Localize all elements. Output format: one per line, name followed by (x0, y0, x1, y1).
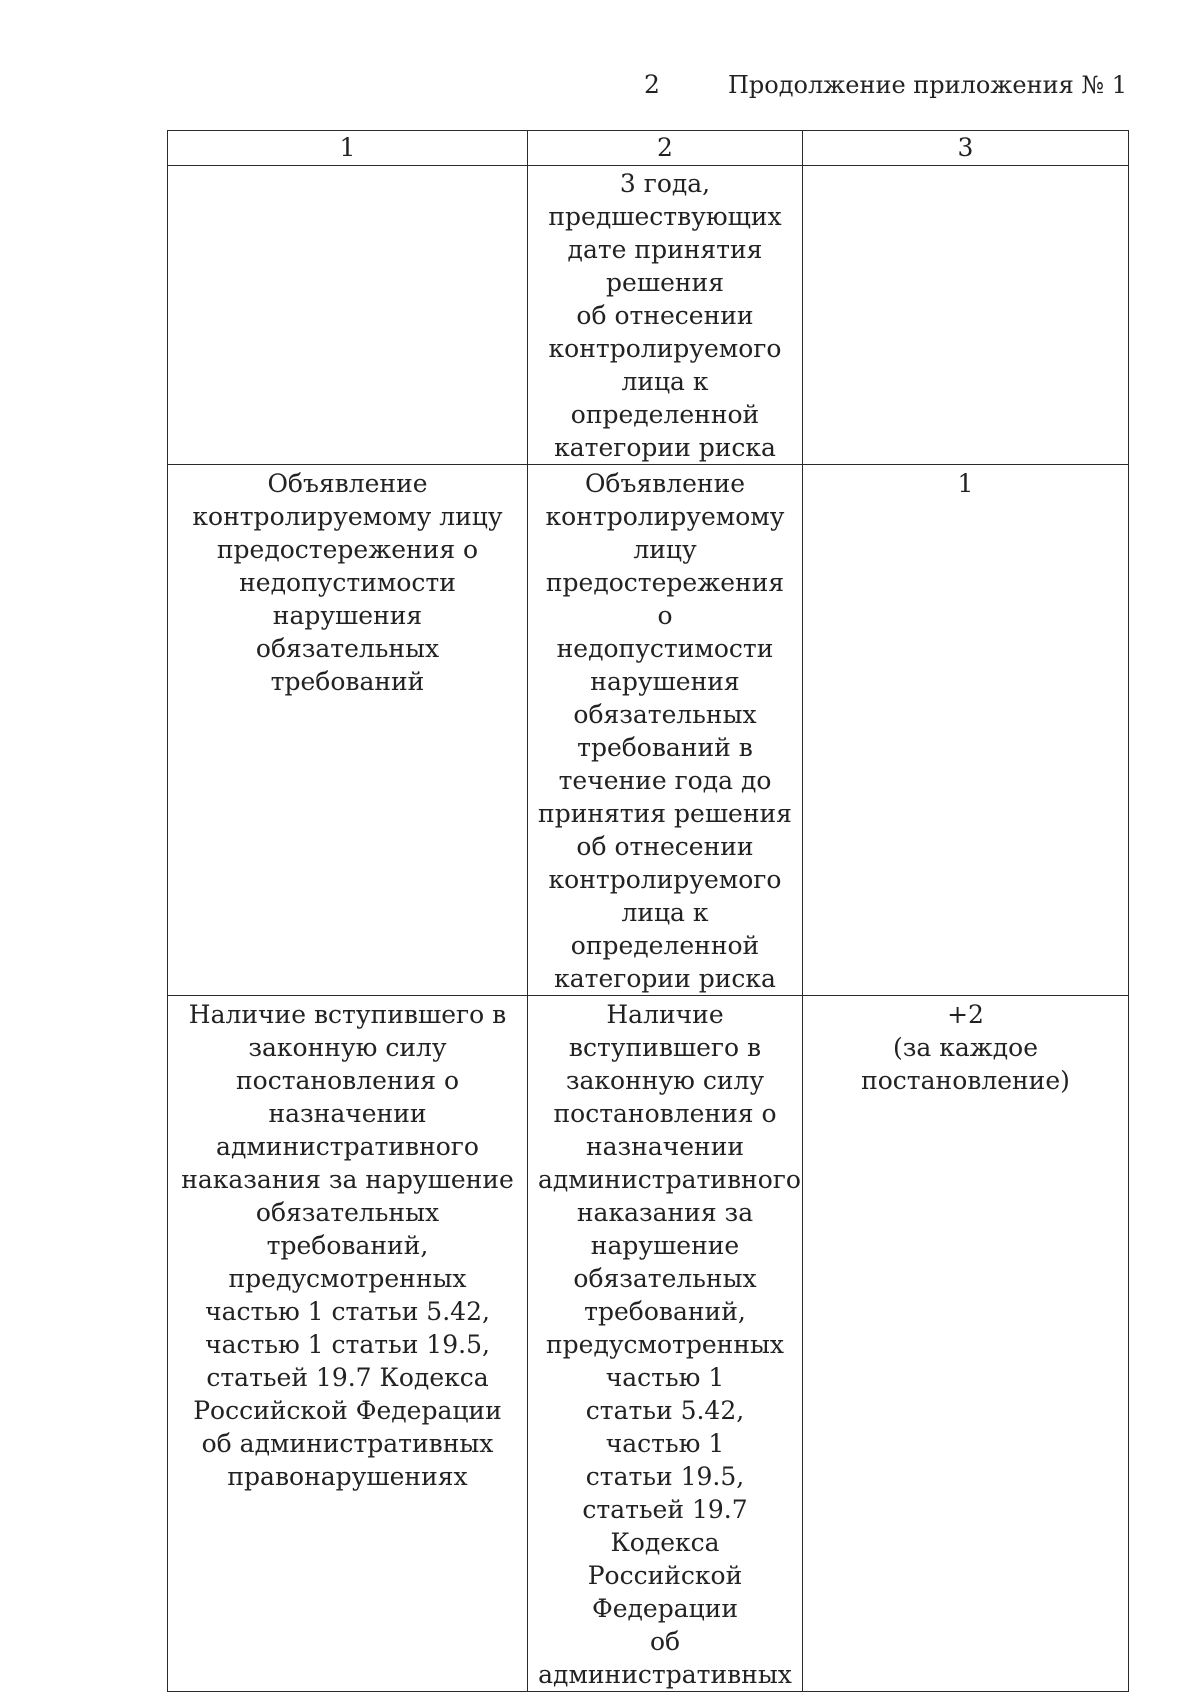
page-number: 2 (644, 70, 660, 99)
column-header-3: 3 (803, 131, 1129, 166)
table-cell (803, 996, 1129, 1692)
table-cell (168, 996, 528, 1692)
criteria-table (167, 130, 1129, 1692)
cell-text: 1 (957, 469, 974, 498)
table-cell (168, 465, 528, 996)
table-cell (803, 166, 1129, 465)
table-cell (803, 465, 1129, 996)
table-row (168, 996, 1129, 1692)
cell-text: Объявление контролируемому лицу предостережения о недопустимости нарушения обязательных требований (192, 469, 503, 696)
cell-text: Объявление контролируемому лицу предостережения о недопустимости нарушения обязательных требований в течение года до принятия решения об отнесении контролируемого лица к определенной категории риска (538, 469, 792, 993)
cell-text: Наличие вступившего в законную силу постановления о назначении административного наказания за нарушение обязательных требований, предусмотренных частью 1 статьи 5.42, частью 1 статьи 19.5, статьей 19.7 Кодекса Российской Федерации об административных (538, 1000, 801, 1689)
cell-text: Наличие вступившего в законную силу постановления о назначении административного наказания за нарушение обязательных требований, предусмотренных частью 1 статьи 5.42, частью 1 статьи 19.5, статьей 19.7 Кодекса Российской Федерации об административных правонарушениях (181, 1000, 514, 1491)
table-header-row (168, 131, 1129, 166)
table-cell (528, 996, 803, 1692)
column-header-2: 2 (528, 131, 803, 166)
table-cell (168, 166, 528, 465)
appendix-continuation-note: Продолжение приложения № 1 (727, 71, 1127, 99)
table-row (168, 465, 1129, 996)
column-header-1: 1 (168, 131, 528, 166)
table-cell (528, 166, 803, 465)
cell-text: +2 (за каждое постановление) (861, 1000, 1070, 1095)
table-cell (528, 465, 803, 996)
cell-text: 3 года, предшествующих дате принятия решения об отнесении контролируемого лица к определенной категории риска (548, 169, 782, 462)
table-row (168, 166, 1129, 465)
